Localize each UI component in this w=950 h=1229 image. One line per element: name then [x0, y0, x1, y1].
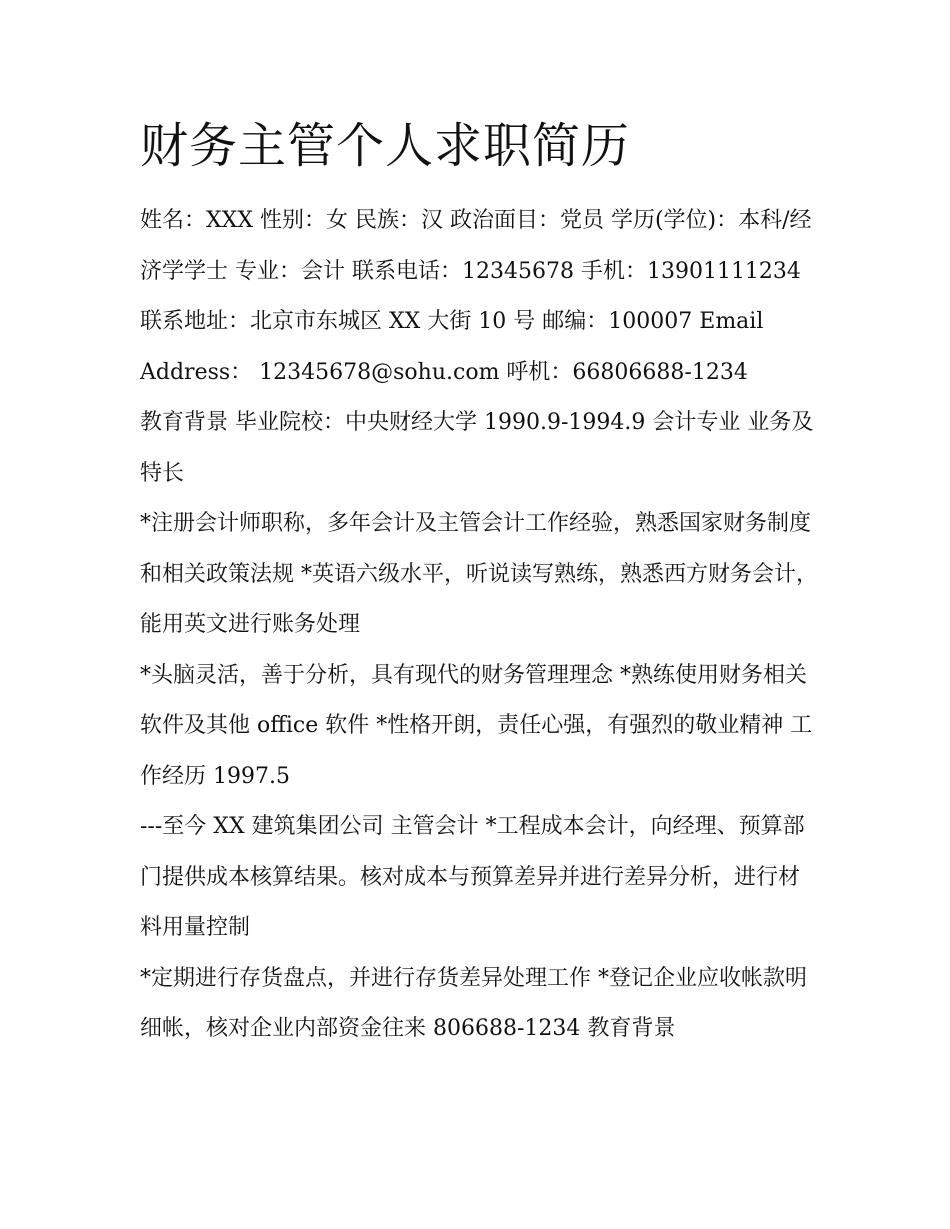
paragraph-work-experience-1: ---至今 XX 建筑集团公司 主管会计 *工程成本会计，向经理、预算部门提供成本核算结果。核对成本与预算差异并进行差异分析，进行材料用量控制 — [140, 814, 805, 940]
paragraph-education: 教育背景 毕业院校：中央财经大学 1990.9-1994.9 会计专业 业务及特长 — [140, 410, 814, 486]
paragraph-skills-2: *头脑灵活，善于分析，具有现代的财务管理理念 *熟练使用财务相关软件及其他 office 软件 *性格开朗，责任心强，有强烈的敬业精神 工作经历 1997.5 — [140, 662, 813, 789]
paragraph-personal-info: 姓名：XXX 性别：女 民族：汉 政治面目：党员 学历(学位)：本科/经济学学士 专业：会计 联系电话：12345678 手机：13901111234 — [140, 208, 812, 284]
document-title: 财务主管个人求职简历 — [140, 118, 631, 174]
paragraph-skills-1: *注册会计师职称，多年会计及主管会计工作经验，熟悉国家财务制度和相关政策法规 *英语六级水平，听说读写熟练，熟悉西方财务会计，能用英文进行账务处理 — [140, 511, 818, 637]
paragraph-work-experience-2: *定期进行存货盘点，并进行存货差异处理工作 *登记企业应收帐款明细帐，核对企业内部资金往来 806688-1234 教育背景 — [140, 965, 807, 1041]
document-body — [140, 196, 820, 1055]
paragraph-contact-address: 联系地址：北京市东城区 XX 大街 10 号 邮编：100007 Email Address： 12345678@sohu.com 呼机：66806688-1234 — [140, 309, 764, 385]
document-page — [140, 110, 820, 1055]
